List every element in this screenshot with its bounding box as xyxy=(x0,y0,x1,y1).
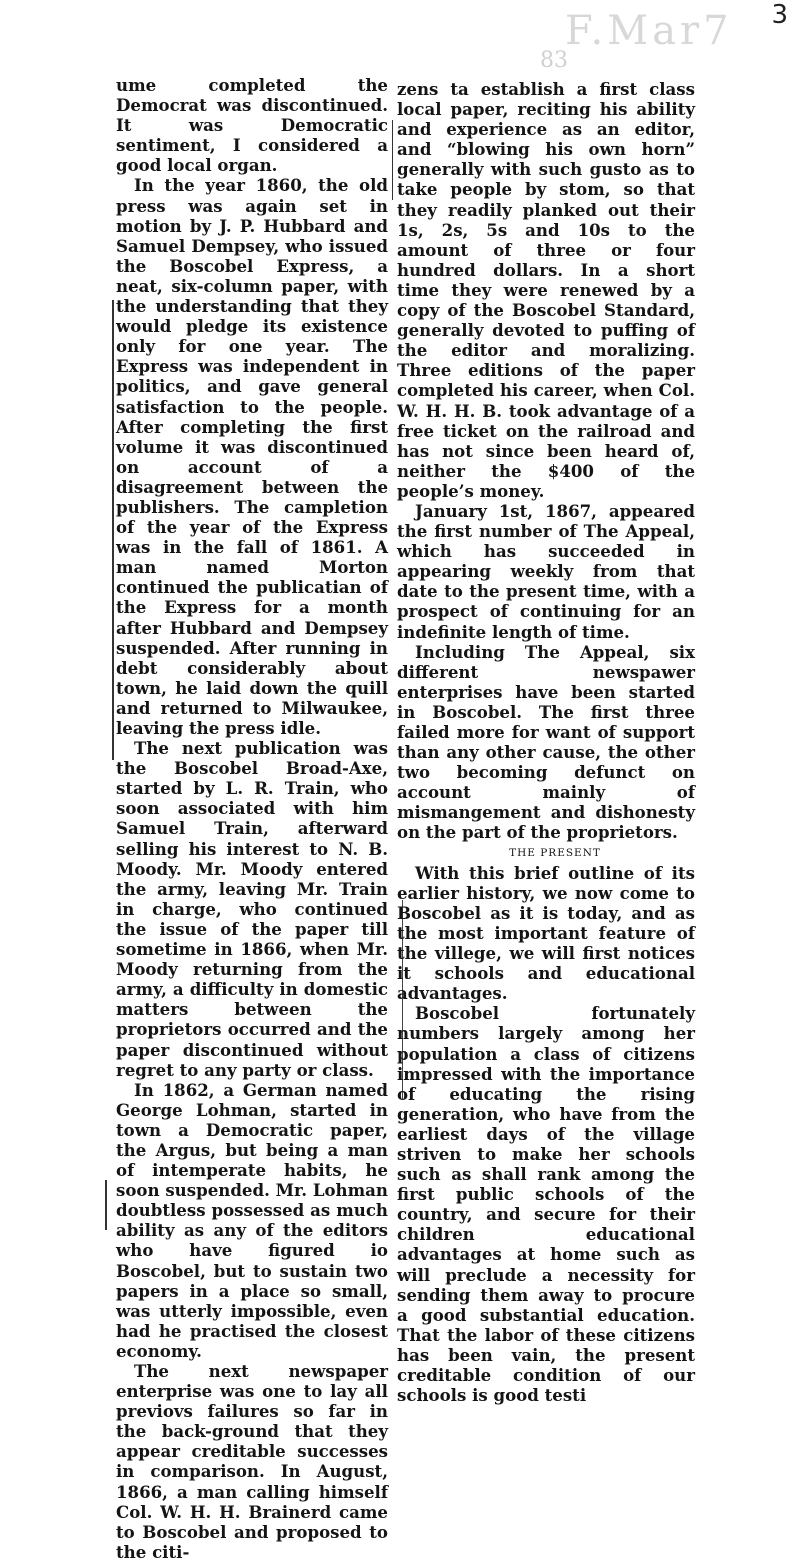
left-column xyxy=(116,75,388,1562)
margin-rule xyxy=(105,1180,107,1230)
right-column xyxy=(397,79,695,1405)
paragraph: ume completed the Democrat was discontinued. It was Democratic sentiment, I considered a good local organ. xyxy=(116,75,388,176)
paragraph: The next newspaper enterprise was one to lay all previovs failures so far in the back-ground that they appear creditable successes in comparison. In August, 1866, a man calling himself Col. W. H. H. Brainerd came to Boscobel and proposed to the citi- xyxy=(116,1361,388,1562)
page-number: 3 xyxy=(771,0,788,30)
column-rule xyxy=(392,120,393,200)
paragraph: In the year 1860, the old press was again set in motion by J. P. Hubbard and Samuel Dempsey, who issued the Boscobel Express, a neat, six-column paper, with the understanding that they would pledge its existence only for one year. The Express was independent in politics, and gave general satisfaction to the people. After completing the first volume it was discontinued on account of a disagreement between the publishers. The campletion of the year of the Express was in the fall of 1861. A man named Morton continued the publicatian of the Express for a month after Hubbard and Dempsey suspended. After running in debt considerably about town, he laid down the quill and returned to Milwaukee, leaving the press idle. xyxy=(116,175,388,738)
archive-stamp-number: 83 xyxy=(540,48,568,73)
paragraph: The next publication was the Boscobel Broad-Axe, started by L. R. Train, who soon associated with him Samuel Train, afterward selling his interest to N. B. Moody. Mr. Moody entered the army, leaving Mr. Train in charge, who continued the issue of the paper till sometime in 1866, when Mr. Moody returning from the army, a difficulty in domestic matters between the proprietors occurred and the paper discontinued without regret to any party or class. xyxy=(116,738,388,1080)
paragraph: With this brief outline of its earlier history, we now come to Boscobel as it is today, and as the most important feature of the villege, we will first notices it schools and educational advantages. xyxy=(397,862,695,1004)
paragraph: Including The Appeal, six different newspawer enterprises have been started in Boscobel. The first three failed more for want of support than any other cause, the other two becoming defunct on account mainly of mismangement and dishonesty on the part of the proprietors. xyxy=(397,641,695,843)
section-heading: THE PRESENT xyxy=(509,846,601,859)
paragraph: In 1862, a German named George Lohman, started in town a Democratic paper, the Argus, but being a man of intemperate habits, he soon suspended. Mr. Lohman doubtless possessed as much ability as any of the editors who have figured io Boscobel, but to sustain two papers in a place so small, was utterly impossible, even had he practised the closest economy. xyxy=(116,1079,388,1361)
paragraph: zens ta establish a first class local paper, reciting his ability and experience as an editor, and “blowing his own horn” generally with such gusto as to take people by stom, so that they readily planked out their 1s, 2s, 5s and 10s to the amount of three or four hundred dollars. In a short time they were renewed by a copy of the Boscobel Standard, generally devoted to puffing of the editor and moralizing. Three editions of the paper completed his career, when Col. W. H. H. B. took advantage of a free ticket on the railroad and has not since been heard of, neither the $400 of the people’s money. xyxy=(397,79,695,501)
archive-stamp: F.Mar7 xyxy=(565,8,733,54)
paragraph: Boscobel fortunately numbers largely among her population a class of citizens impressed with the importance of educating the rising generation, who have from the earliest days of the village striven to make her schools such as shall rank among the first public schools of the country, and secure for their children educational advantages at home such as will preclude a necessity for sending them away to procure a good substantial education. That the labor of these citizens has been vain, the present creditable condition of our schools is good testi xyxy=(397,1003,695,1406)
margin-rule xyxy=(112,300,114,760)
paragraph: January 1st, 1867, appeared the first number of The Appeal, which has succeeded in appearing weekly from that date to the present time, with a prospect of continuing for an indefinite length of time. xyxy=(397,500,695,642)
